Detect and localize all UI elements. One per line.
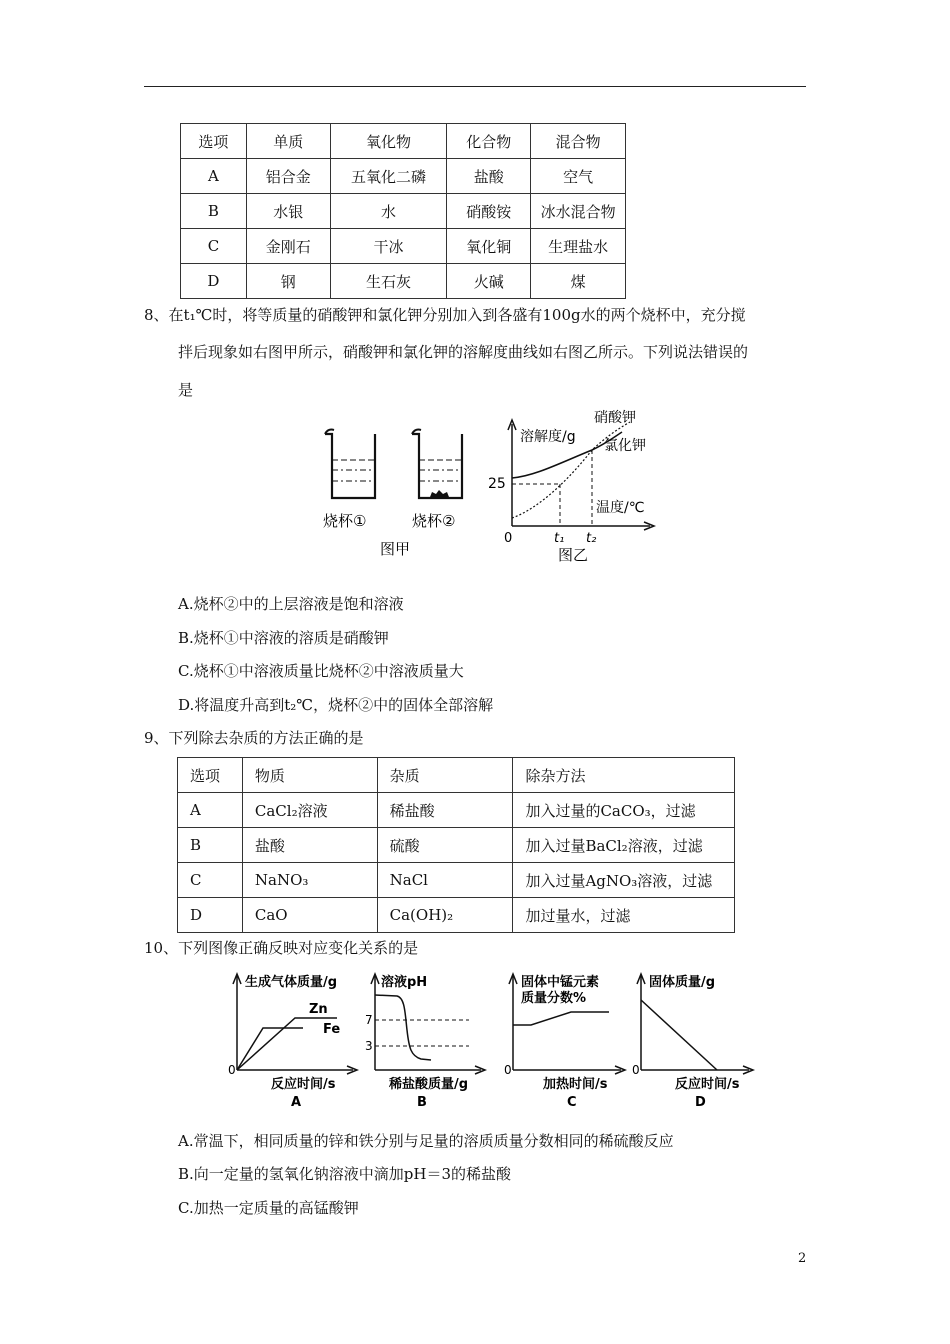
- graph-b-label: B: [417, 1095, 427, 1110]
- q8-stem-line3: 是: [178, 381, 194, 399]
- q10-option-b: B.向一定量的氢氧化钠溶液中滴加pH＝3的稀盐酸: [178, 1165, 512, 1183]
- q8-figure: [320, 408, 670, 568]
- table-row: [178, 793, 735, 828]
- header-cell: 混合物: [531, 124, 626, 159]
- beaker-1-label: 烧杯①: [323, 512, 367, 530]
- q10-option-a: A.常温下，相同质量的锌和铁分别与足量的溶质质量分数相同的稀硫酸反应: [178, 1132, 674, 1150]
- table-cell: 加入过量的CaCO₃，过滤: [513, 793, 735, 828]
- table-cell: 干冰: [330, 229, 447, 264]
- table-header-row: [181, 124, 626, 159]
- impurity-table: [177, 757, 735, 933]
- graph-d-label: D: [695, 1095, 706, 1110]
- table-row: [178, 863, 735, 898]
- q10-stem: 10、下列图像正确反映对应变化关系的是: [144, 939, 419, 957]
- graph-b-tick-7: 7: [365, 1013, 373, 1027]
- graph-b-xlabel: 稀盐酸质量/g: [389, 1077, 469, 1092]
- figure-a-caption: 图甲: [380, 540, 411, 558]
- curve-label-kno3: 硝酸钾: [594, 410, 636, 426]
- table-row: [178, 898, 735, 933]
- y-tick-25: 25: [488, 476, 506, 492]
- table-cell: 水: [330, 194, 447, 229]
- graph-d-ylabel: 固体质量/g: [649, 975, 716, 990]
- header-cell: 氧化物: [330, 124, 447, 159]
- graph-d-xlabel: 反应时间/s: [675, 1077, 740, 1092]
- table-header-row: [178, 758, 735, 793]
- table-cell: 煤: [531, 264, 626, 299]
- graph-c-xlabel: 加热时间/s: [543, 1077, 608, 1092]
- table-cell: CaO: [242, 898, 377, 933]
- t2-label: t₂: [586, 531, 597, 546]
- classification-table: [180, 123, 626, 299]
- figure-b-caption: 图乙: [558, 546, 589, 564]
- header-rule: [144, 86, 806, 87]
- table-cell: 五氧化二磷: [330, 159, 447, 194]
- graph-c-ylabel-1: 固体中锰元素: [521, 975, 600, 990]
- q8-option-c: C.烧杯①中溶液质量比烧杯②中溶液质量大: [178, 662, 464, 680]
- graph-a-ylabel: 生成气体质量/g: [245, 975, 338, 990]
- table-cell: CaCl₂溶液: [242, 793, 377, 828]
- t1-label: t₁: [554, 531, 565, 546]
- table-cell: 火碱: [447, 264, 531, 299]
- graph-a-zn: Zn: [309, 1002, 328, 1017]
- table-cell: NaNO₃: [242, 863, 377, 898]
- table-cell: 生石灰: [330, 264, 447, 299]
- q8-option-d: D.将温度升高到t₂℃，烧杯②中的固体全部溶解: [178, 696, 494, 714]
- table-cell: 稀盐酸: [377, 793, 513, 828]
- table-cell: D: [181, 264, 247, 299]
- header-cell: 选项: [181, 124, 247, 159]
- beaker-1-icon: [325, 430, 375, 499]
- table-cell: 生理盐水: [531, 229, 626, 264]
- y-axis-label: 溶解度/g: [520, 429, 576, 445]
- table-cell: 盐酸: [242, 828, 377, 863]
- table-cell: A: [181, 159, 247, 194]
- table-cell: 水银: [246, 194, 330, 229]
- table-row: [181, 159, 626, 194]
- beaker-2-icon: [412, 430, 462, 499]
- table-cell: A: [178, 793, 243, 828]
- q8-stem-line1: 8、在t₁℃时，将等质量的硝酸钾和氯化钾分别加入到各盛有100g水的两个烧杯中，充分搅: [144, 306, 746, 324]
- table-cell: 硝酸铵: [447, 194, 531, 229]
- table-cell: C: [178, 863, 243, 898]
- header-cell: 杂质: [377, 758, 513, 793]
- graph-c-origin: 0: [504, 1063, 512, 1077]
- curve-label-kcl: 氯化钾: [604, 438, 646, 454]
- header-cell: 物质: [242, 758, 377, 793]
- table-cell: 盐酸: [447, 159, 531, 194]
- table-cell: 金刚石: [246, 229, 330, 264]
- header-cell: 化合物: [447, 124, 531, 159]
- table-row: [178, 828, 735, 863]
- graph-c-ylabel-2: 质量分数%: [521, 991, 587, 1006]
- graph-a-xlabel: 反应时间/s: [271, 1077, 336, 1092]
- q10-option-c: C.加热一定质量的高锰酸钾: [178, 1199, 359, 1217]
- q8-stem-line2: 拌后现象如右图甲所示，硝酸钾和氯化钾的溶解度曲线如右图乙所示。下列说法错误的: [178, 343, 749, 361]
- origin-label: 0: [504, 531, 513, 546]
- table-cell: 氧化铜: [447, 229, 531, 264]
- graph-d-origin: 0: [632, 1063, 640, 1077]
- table-cell: C: [181, 229, 247, 264]
- table-row: [181, 264, 626, 299]
- beaker-2-label: 烧杯②: [412, 512, 456, 530]
- graph-b-tick-3: 3: [365, 1039, 373, 1053]
- q10-graphs: [225, 968, 765, 1114]
- q9-stem: 9、下列除去杂质的方法正确的是: [144, 729, 364, 747]
- table-row: [181, 194, 626, 229]
- table-cell: 加入过量AgNO₃溶液，过滤: [513, 863, 735, 898]
- table-cell: 钢: [246, 264, 330, 299]
- graph-b-ylabel: 溶液pH: [381, 975, 428, 990]
- table-cell: NaCl: [377, 863, 513, 898]
- table-cell: 加过量水，过滤: [513, 898, 735, 933]
- header-cell: 除杂方法: [513, 758, 735, 793]
- header-cell: 单质: [246, 124, 330, 159]
- graph-a-origin: 0: [228, 1063, 236, 1077]
- table-cell: 加入过量BaCl₂溶液，过滤: [513, 828, 735, 863]
- graph-a-label: A: [291, 1095, 302, 1110]
- graph-a-fe: Fe: [323, 1022, 341, 1037]
- header-cell: 选项: [178, 758, 243, 793]
- table-cell: 空气: [531, 159, 626, 194]
- table-cell: 铝合金: [246, 159, 330, 194]
- page-number: 2: [798, 1251, 807, 1266]
- table-cell: B: [181, 194, 247, 229]
- graph-c-label: C: [567, 1095, 577, 1110]
- table-cell: 冰水混合物: [531, 194, 626, 229]
- table-cell: Ca(OH)₂: [377, 898, 513, 933]
- table-cell: B: [178, 828, 243, 863]
- table-cell: D: [178, 898, 243, 933]
- table-row: [181, 229, 626, 264]
- table-cell: 硫酸: [377, 828, 513, 863]
- x-axis-label: 温度/℃: [596, 500, 645, 516]
- q8-option-b: B.烧杯①中溶液的溶质是硝酸钾: [178, 629, 389, 647]
- q8-option-a: A.烧杯②中的上层溶液是饱和溶液: [178, 595, 404, 613]
